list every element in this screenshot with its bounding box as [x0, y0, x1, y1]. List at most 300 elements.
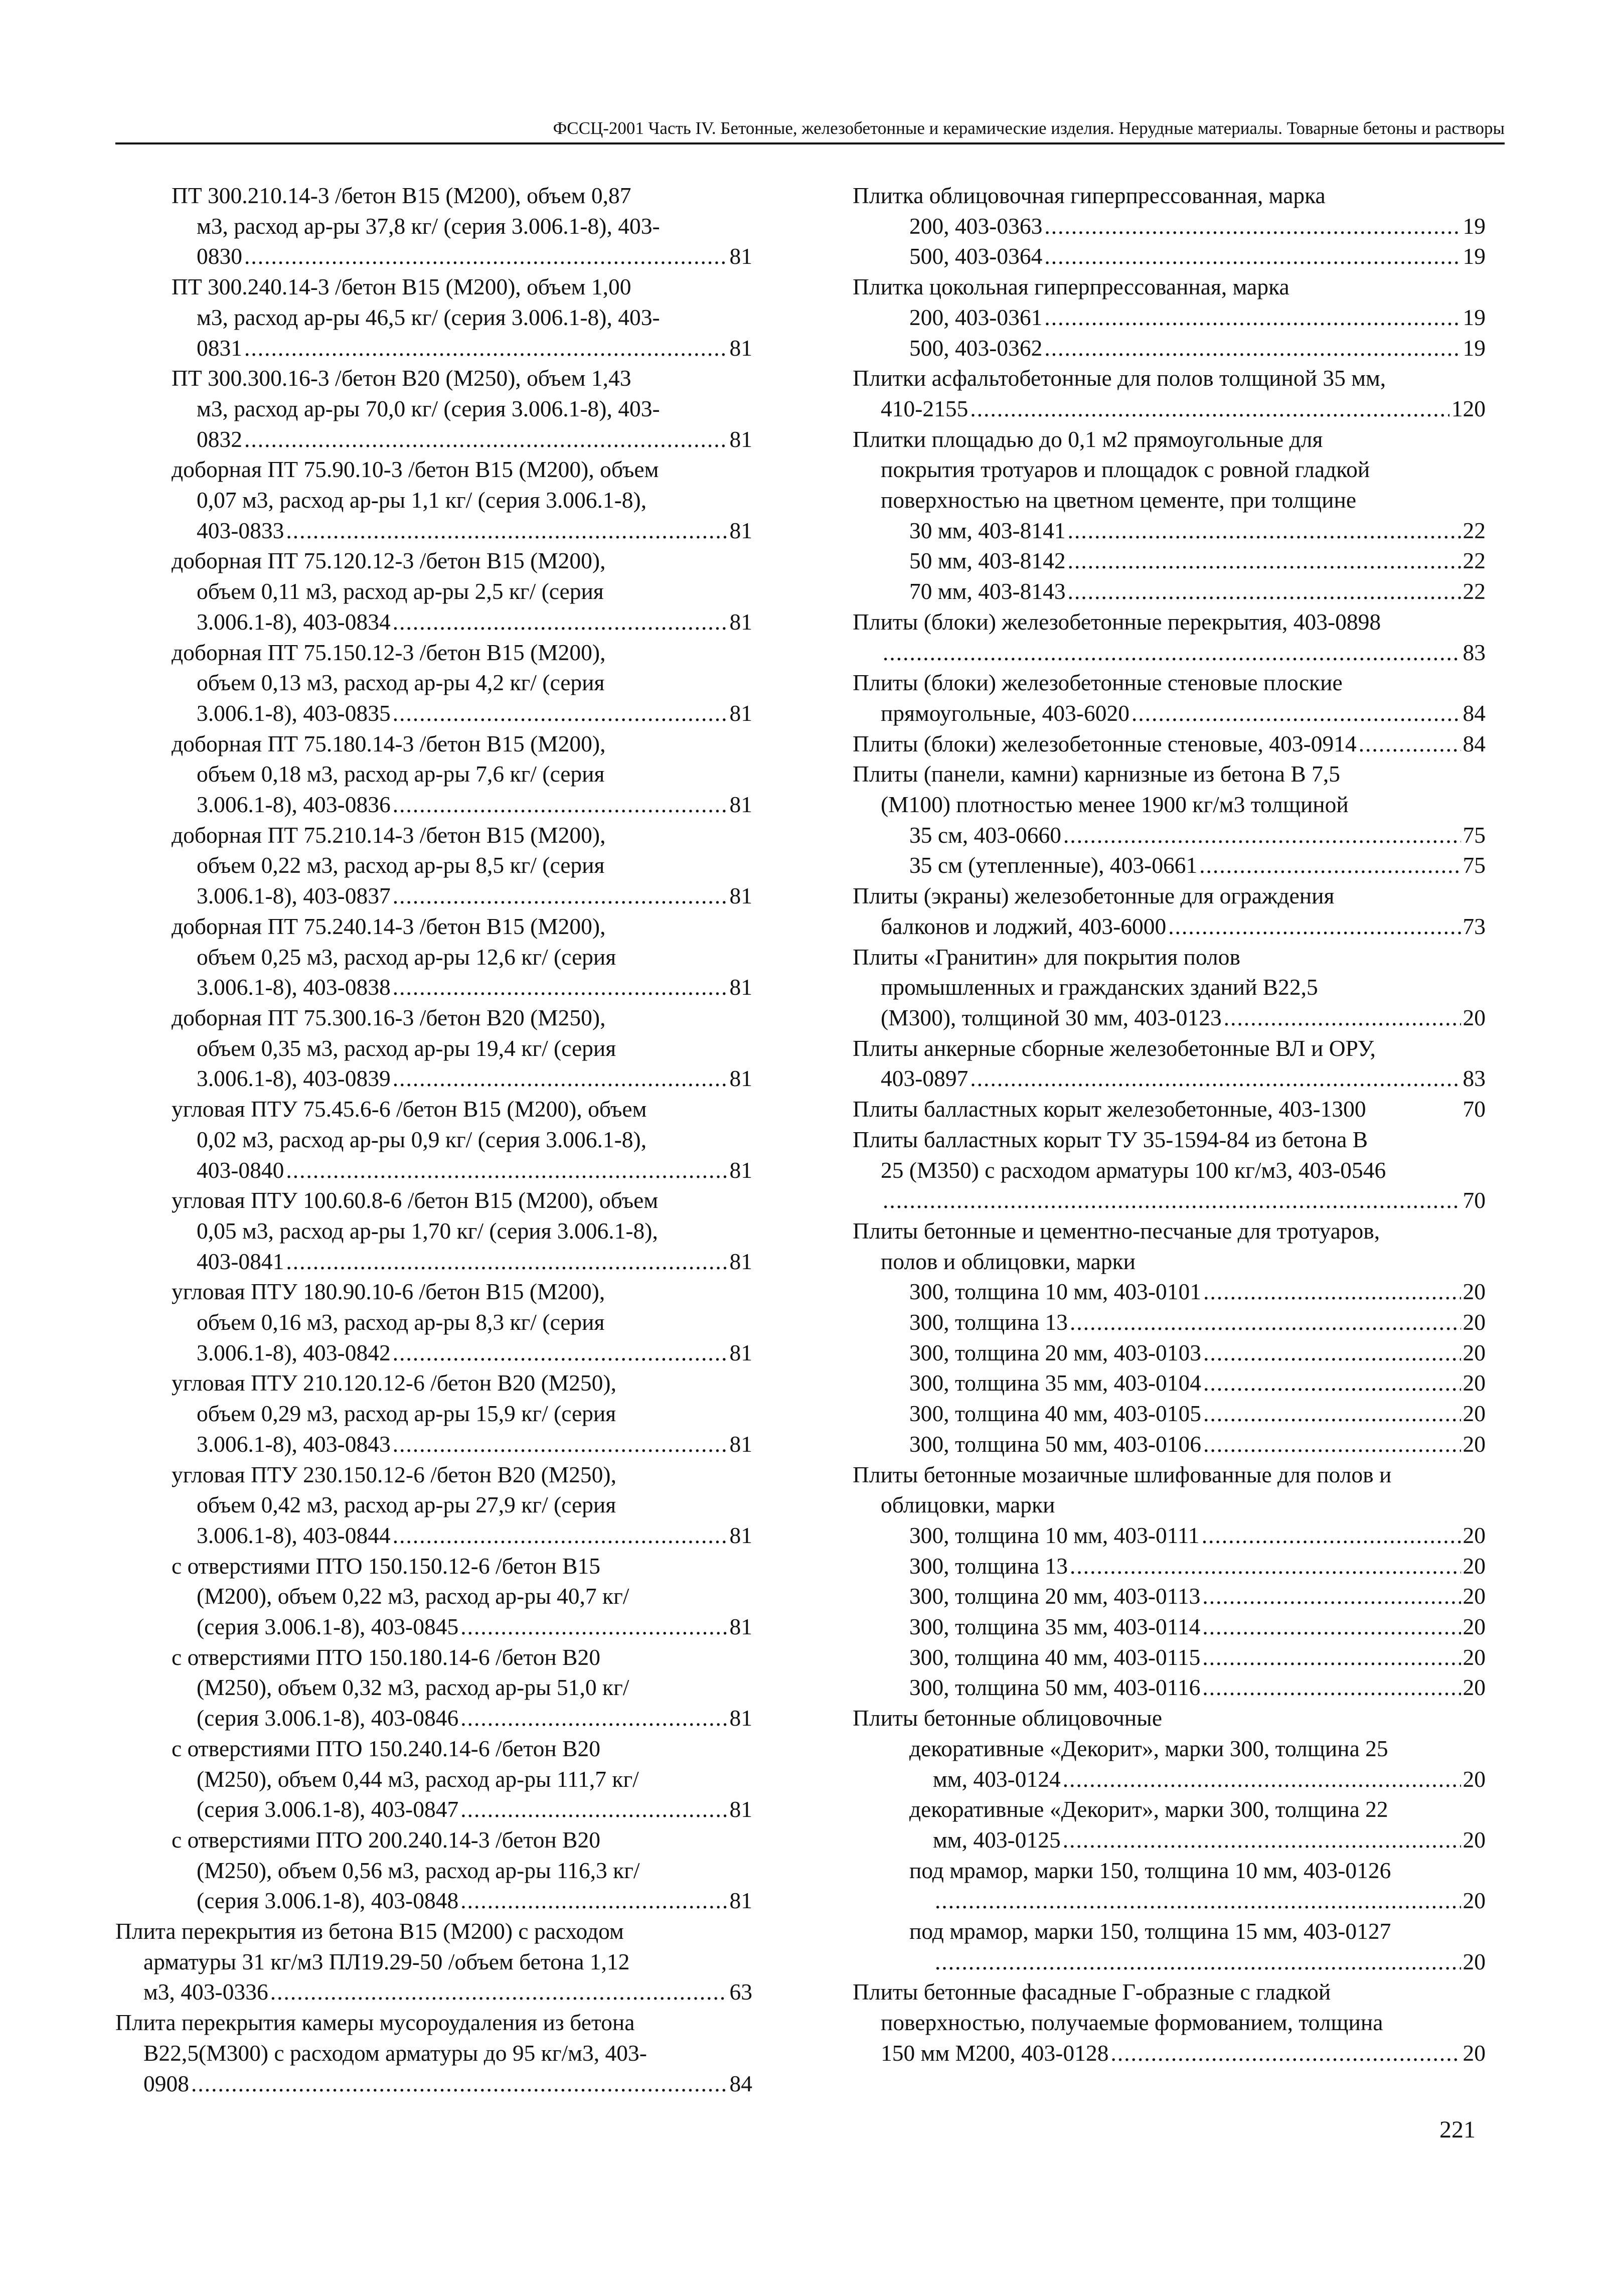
index-line: Плиты бетонные фасадные Г-образные с гладкой: [853, 1979, 1331, 2005]
entry-text: 70 мм, 403-8143: [909, 578, 1066, 604]
index-entry: [115, 363, 752, 454]
running-header: ФССЦ-2001 Часть IV. Бетонные, железобетонные и керамические изделия. Нерудные материалы. Товарные бетоны и растворы: [115, 118, 1505, 144]
entry-page: 81: [729, 1522, 752, 1548]
entry-text: 35 см (утепленные), 403-0661: [909, 852, 1198, 878]
entry-text: 3.006.1-8), 403-0835: [197, 700, 391, 726]
entry-text: 3.006.1-8), 403-0842: [197, 1339, 391, 1365]
dot-leader: [1110, 2038, 1461, 2069]
dot-leader: [393, 790, 728, 820]
index-line: декоративные «Декорит», марки 300, толщина 25: [909, 1735, 1388, 1761]
index-line-with-page: [115, 1338, 752, 1368]
entry-page: 20: [1463, 2040, 1486, 2066]
index-line: угловая ПТУ 230.150.12-6 /бетон В20 (М250),: [172, 1461, 616, 1487]
dot-leader: [1203, 1368, 1461, 1399]
index-line: угловая ПТУ 100.60.8-6 /бетон В15 (М200), объем: [172, 1187, 659, 1213]
dot-leader: [286, 1247, 727, 1277]
page-number: 221: [1439, 2116, 1476, 2143]
entry-page: 81: [729, 883, 752, 909]
dot-leader: [1203, 1399, 1461, 1429]
entry-text: (М300), толщиной 30 мм, 403-0123: [881, 1004, 1222, 1030]
index-line-with-page: [853, 1429, 1486, 1460]
entry-page: 83: [1463, 1065, 1486, 1092]
dot-leader: [1068, 576, 1461, 607]
index-line-with-page: [853, 211, 1486, 242]
entry-page: 20: [1463, 1614, 1486, 1640]
entry-page: 19: [1463, 213, 1486, 239]
index-line-with-page: [853, 1886, 1486, 1916]
entry-text: 403-0841: [197, 1248, 284, 1274]
entry-page: 81: [729, 1431, 752, 1457]
index-line: (М250), объем 0,32 м3, расход ар-ры 51,0 кг/: [197, 1674, 629, 1701]
dot-leader: [393, 972, 728, 1003]
entry-page: 81: [729, 974, 752, 1000]
dot-leader: [1203, 1429, 1461, 1460]
index-line-with-page: [115, 1794, 752, 1825]
dot-leader: [1070, 1307, 1461, 1338]
index-line-with-page: [115, 1247, 752, 1277]
entry-text: мм, 403-0124: [933, 1766, 1061, 1792]
dot-leader: [883, 638, 1461, 668]
entry-text: 0832: [197, 426, 242, 452]
entry-text: (серия 3.006.1-8), 403-0845: [197, 1614, 459, 1640]
index-column-right: [853, 181, 1486, 2069]
entry-page: 19: [1463, 243, 1486, 269]
dot-leader: [286, 516, 727, 546]
index-line: 0,02 м3, расход ар-ры 0,9 кг/ (серия 3.006.1-8),: [197, 1126, 647, 1152]
entry-text: 300, толщина 13: [909, 1309, 1068, 1335]
entry-text: 300, толщина 50 мм, 403-0106: [909, 1431, 1202, 1457]
index-line-with-page: [853, 1764, 1486, 1795]
entry-page: 20: [1463, 1401, 1486, 1427]
index-line-with-page: [115, 1977, 752, 2008]
entry-page: 75: [1463, 822, 1486, 848]
entry-page: 81: [729, 1888, 752, 1914]
index-entry: [115, 2008, 752, 2099]
index-line-with-page: [853, 1642, 1486, 1673]
dot-leader: [244, 424, 728, 455]
index-line: объем 0,25 м3, расход ар-ры 12,6 кг/ (серия: [197, 944, 616, 970]
dot-leader: [935, 1947, 1461, 1977]
entry-page: 19: [1463, 304, 1486, 330]
index-line: м3, расход ар-ры 37,8 кг/ (серия 3.006.1-8), 403-: [197, 213, 660, 239]
entry-text: мм, 403-0125: [933, 1826, 1061, 1853]
dot-leader: [1359, 729, 1461, 759]
entry-page: 81: [729, 1157, 752, 1183]
dot-leader: [1131, 698, 1461, 729]
entry-text: 300, толщина 40 мм, 403-0115: [909, 1644, 1201, 1670]
index-line-with-page: [853, 2038, 1486, 2069]
entry-text: Плиты балластных корыт железобетонные, 403-1300: [853, 1096, 1366, 1122]
index-line: угловая ПТУ 180.90.10-6 /бетон В15 (М200),: [172, 1279, 605, 1305]
index-entry: [115, 1185, 752, 1277]
index-line-with-page: [853, 1947, 1486, 1977]
index-line: доборная ПТ 75.210.14-3 /бетон В15 (М200),: [172, 822, 606, 848]
index-line-with-page: [115, 790, 752, 820]
index-line-with-page: [853, 241, 1486, 272]
index-entry: [115, 1825, 752, 1916]
index-line: Плиты балластных корыт ТУ 35-1594-84 из бетона В: [853, 1126, 1368, 1152]
entry-text: 300, толщина 13: [909, 1553, 1068, 1579]
entry-text: 35 см, 403-0660: [909, 822, 1062, 848]
entry-text: м3, 403-0336: [143, 1979, 268, 2005]
index-line-with-page: [853, 911, 1486, 942]
dot-leader: [935, 1886, 1461, 1916]
index-line-with-page: [115, 516, 752, 546]
dot-leader: [1199, 850, 1461, 881]
entry-page: 75: [1463, 852, 1486, 878]
dot-leader: [1044, 302, 1461, 333]
entry-page: 20: [1463, 1370, 1486, 1396]
index-line: доборная ПТ 75.150.12-3 /бетон В15 (М200),: [172, 639, 606, 665]
entry-page: 20: [1463, 1826, 1486, 1853]
entry-text: 200, 403-0363: [909, 213, 1043, 239]
index-line: Плита перекрытия из бетона В15 (М200) с расходом: [115, 1918, 624, 1944]
index-entry: [115, 1277, 752, 1368]
index-line: Плитка облицовочная гиперпрессованная, марка: [853, 183, 1326, 208]
index-line: доборная ПТ 75.300.16-3 /бетон В20 (М250),: [172, 1004, 606, 1030]
entry-page: 81: [729, 243, 752, 269]
index-line-with-page: [115, 881, 752, 911]
entry-page: 81: [729, 335, 752, 361]
index-line: (М200), объем 0,22 м3, расход ар-ры 40,7 кг/: [197, 1583, 629, 1609]
index-line-with-page: [853, 1185, 1486, 1216]
index-line: угловая ПТУ 210.120.12-6 /бетон В20 (М250),: [172, 1370, 616, 1396]
entry-page: 81: [729, 700, 752, 726]
entry-page: 120: [1451, 395, 1486, 421]
index-line: угловая ПТУ 75.45.6-6 /бетон В15 (М200), объем: [172, 1096, 647, 1122]
index-line-with-page: [853, 302, 1486, 333]
index-line: Плитки площадью до 0,1 м2 прямоугольные для: [853, 426, 1323, 452]
entry-page: 63: [729, 1979, 752, 2005]
index-entry: [115, 1094, 752, 1185]
entry-page: 22: [1463, 578, 1486, 604]
index-line: Плитки асфальтобетонные для полов толщиной 35 мм,: [853, 365, 1386, 391]
dot-leader: [1063, 1764, 1461, 1795]
index-line: объем 0,16 м3, расход ар-ры 8,3 кг/ (серия: [197, 1309, 605, 1335]
entry-text: прямоугольные, 403-6020: [881, 700, 1129, 726]
index-line-with-page: [853, 1338, 1486, 1368]
index-entry: [115, 454, 752, 546]
index-line: арматуры 31 кг/м3 ПЛ19.29-50 /объем бетона 1,12: [143, 1948, 630, 1974]
entry-text: 403-0833: [197, 517, 284, 543]
entry-text: 3.006.1-8), 403-0834: [197, 608, 391, 635]
index-line: Плиты бетонные и цементно-песчаные для тротуаров,: [853, 1217, 1380, 1244]
entry-page: 22: [1463, 548, 1486, 574]
index-line-with-page: [853, 1003, 1486, 1033]
dot-leader: [1070, 1551, 1461, 1582]
dot-leader: [1168, 911, 1461, 942]
index-entry: [115, 1734, 752, 1825]
dot-leader: [970, 1063, 1461, 1094]
entry-page: 84: [729, 2070, 752, 2096]
entry-page: 19: [1463, 335, 1486, 361]
dot-leader: [460, 1612, 727, 1642]
dot-leader: [1044, 241, 1461, 272]
index-entry: [115, 272, 752, 363]
index-entry: [115, 1916, 752, 2008]
index-line-with-page: [853, 394, 1486, 424]
index-line: м3, расход ар-ры 70,0 кг/ (серия 3.006.1-8), 403-: [197, 395, 660, 421]
dot-leader: [244, 333, 728, 364]
index-line: промышленных и гражданских зданий В22,5: [881, 974, 1318, 1000]
index-entry: [115, 911, 752, 1003]
entry-text: балконов и лоджий, 403-6000: [881, 913, 1167, 939]
dot-leader: [191, 2069, 728, 2099]
index-line: Плиты анкерные сборные железобетонные ВЛ и ОРУ,: [853, 1035, 1376, 1061]
dot-leader: [1044, 333, 1461, 364]
index-line: 0,05 м3, расход ар-ры 1,70 кг/ (серия 3.006.1-8),: [197, 1217, 658, 1244]
entry-page: 73: [1463, 913, 1486, 939]
dot-leader: [460, 1703, 727, 1734]
index-line-with-page: [115, 607, 752, 638]
entry-text: 50 мм, 403-8142: [909, 548, 1066, 574]
index-line: Плитка цокольная гиперпрессованная, марка: [853, 274, 1289, 300]
entry-text: 300, толщина 35 мм, 403-0104: [909, 1370, 1202, 1396]
index-line: объем 0,11 м3, расход ар-ры 2,5 кг/ (серия: [197, 578, 604, 604]
entry-page: 20: [1463, 1279, 1486, 1305]
index-line-with-page: [853, 638, 1486, 668]
entry-text: 403-0840: [197, 1157, 284, 1183]
index-line: облицовки, марки: [881, 1492, 1055, 1518]
entry-text: 0830: [197, 243, 242, 269]
index-line-with-page: [115, 2069, 752, 2099]
index-line-with-page: [853, 1551, 1486, 1582]
index-line: поверхностью, получаемые формованием, толщина: [881, 2010, 1383, 2036]
entry-text: 30 мм, 403-8141: [909, 517, 1066, 543]
index-line: объем 0,42 м3, расход ар-ры 27,9 кг/ (серия: [197, 1492, 616, 1518]
index-entry: [115, 638, 752, 729]
entry-page: 81: [729, 1614, 752, 1640]
entry-page: 81: [729, 517, 752, 543]
dot-leader: [244, 241, 728, 272]
index-line: поверхностью на цветном цементе, при толщине: [881, 487, 1357, 513]
index-line: доборная ПТ 75.180.14-3 /бетон В15 (М200),: [172, 730, 606, 756]
index-line: В22,5(М300) с расходом арматуры до 95 кг/м3, 403-: [143, 2040, 647, 2066]
entry-page: 20: [1463, 1888, 1486, 1914]
entry-text: 3.006.1-8), 403-0844: [197, 1522, 391, 1548]
entry-page: 81: [729, 1796, 752, 1822]
dot-leader: [393, 607, 728, 638]
dot-leader: [1068, 546, 1461, 576]
index-entry: [115, 820, 752, 911]
index-line: м3, расход ар-ры 46,5 кг/ (серия 3.006.1-8), 403-: [197, 304, 660, 330]
index-line: Плиты (панели, камни) карнизные из бетона В 7,5: [853, 761, 1340, 787]
dot-leader: [883, 1185, 1461, 1216]
dot-leader: [460, 1794, 727, 1825]
entry-text: 300, толщина 50 мм, 403-0116: [909, 1674, 1201, 1701]
index-line-with-page: [115, 1155, 752, 1186]
index-entry: [115, 1551, 752, 1642]
index-line: 25 (М350) с расходом арматуры 100 кг/м3, 403-0546: [881, 1157, 1386, 1183]
dot-leader: [1203, 1277, 1461, 1307]
entry-page: 70: [1463, 1096, 1486, 1122]
index-line: Плиты (экраны) железобетонные для ограждения: [853, 883, 1335, 909]
index-line: Плиты (блоки) железобетонные перекрытия, 403-0898: [853, 608, 1381, 635]
entry-page: 81: [729, 792, 752, 818]
entry-text: 3.006.1-8), 403-0837: [197, 883, 391, 909]
entry-page: 20: [1463, 1431, 1486, 1457]
index-line: с отверстиями ПТО 200.240.14-3 /бетон В20: [172, 1826, 600, 1853]
index-line: с отверстиями ПТО 150.180.14-6 /бетон В20: [172, 1644, 600, 1670]
index-line: (М100) плотностью менее 1900 кг/м3 толщиной: [881, 792, 1349, 818]
index-line-with-page: [853, 850, 1486, 881]
entry-text: (серия 3.006.1-8), 403-0847: [197, 1796, 459, 1822]
index-line: Плита перекрытия камеры мусороудаления из бетона: [115, 2010, 635, 2036]
entry-text: 403-0897: [881, 1065, 968, 1092]
index-line-with-page: [853, 576, 1486, 607]
index-line: объем 0,22 м3, расход ар-ры 8,5 кг/ (серия: [197, 852, 605, 878]
entry-page: 81: [729, 1248, 752, 1274]
entry-page: 20: [1463, 1948, 1486, 1974]
entry-page: 20: [1463, 1674, 1486, 1701]
index-line-with-page: [115, 1886, 752, 1916]
index-line-with-page: [853, 1672, 1486, 1703]
index-entry: [115, 1003, 752, 1094]
dot-leader: [393, 1429, 728, 1460]
index-line: (М250), объем 0,44 м3, расход ар-ры 111,7 кг/: [197, 1766, 639, 1792]
index-line-with-page: [115, 1703, 752, 1734]
index-line: доборная ПТ 75.90.10-3 /бетон В15 (М200), объем: [172, 456, 659, 483]
entry-page: 20: [1463, 1583, 1486, 1609]
index-line-with-page: [853, 516, 1486, 546]
dot-leader: [1044, 211, 1461, 242]
index-line: объем 0,29 м3, расход ар-ры 15,9 кг/ (серия: [197, 1401, 616, 1427]
index-line-with-page: [115, 1520, 752, 1551]
index-entry: [115, 1460, 752, 1551]
dot-leader: [393, 881, 728, 911]
index-line: доборная ПТ 75.240.14-3 /бетон В15 (М200),: [172, 913, 606, 939]
index-line-with-page: [853, 1277, 1486, 1307]
entry-text: 3.006.1-8), 403-0839: [197, 1065, 391, 1092]
entry-page: 81: [729, 426, 752, 452]
index-line: 0,07 м3, расход ар-ры 1,1 кг/ (серия 3.006.1-8),: [197, 487, 647, 513]
index-line: с отверстиями ПТО 150.150.12-6 /бетон В15: [172, 1553, 600, 1579]
index-line-with-page: [853, 333, 1486, 364]
index-column-left: [115, 181, 752, 2099]
index-line-with-page: [853, 729, 1486, 759]
index-entry: [115, 546, 752, 637]
entry-page: 81: [729, 1705, 752, 1731]
entry-page: 22: [1463, 517, 1486, 543]
entry-page: 20: [1463, 1553, 1486, 1579]
dot-leader: [1202, 1612, 1461, 1642]
entry-text: (серия 3.006.1-8), 403-0846: [197, 1705, 459, 1731]
dot-leader: [1202, 1642, 1461, 1673]
entry-text: 500, 403-0362: [909, 335, 1043, 361]
index-line-with-page: [853, 1094, 1486, 1125]
entry-text: 0908: [143, 2070, 189, 2096]
dot-leader: [393, 1063, 728, 1094]
dot-leader: [393, 698, 728, 729]
index-line: под мрамор, марки 150, толщина 15 мм, 403-0127: [909, 1918, 1391, 1944]
index-entry: [115, 1368, 752, 1459]
index-line: под мрамор, марки 150, толщина 10 мм, 403-0126: [909, 1857, 1391, 1883]
dot-leader: [393, 1338, 728, 1368]
entry-text: 300, толщина 40 мм, 403-0105: [909, 1401, 1202, 1427]
index-line-with-page: [853, 1399, 1486, 1429]
index-line-with-page: [115, 241, 752, 272]
entry-text: 300, толщина 35 мм, 403-0114: [909, 1614, 1201, 1640]
index-line-with-page: [853, 1307, 1486, 1338]
entry-text: 500, 403-0364: [909, 243, 1043, 269]
entry-page: 70: [1463, 1187, 1486, 1213]
index-line: Плиты бетонные мозаичные шлифованные для полов и: [853, 1461, 1392, 1487]
entry-page: 83: [1463, 639, 1486, 665]
entry-page: 84: [1463, 700, 1486, 726]
index-line: объем 0,13 м3, расход ар-ры 4,2 кг/ (серия: [197, 670, 605, 696]
dot-leader: [393, 1520, 728, 1551]
index-line-with-page: [853, 1612, 1486, 1642]
entry-text: 200, 403-0361: [909, 304, 1043, 330]
dot-leader: [1068, 516, 1461, 546]
index-line-with-page: [115, 333, 752, 364]
index-line-with-page: [115, 972, 752, 1003]
entry-page: 20: [1463, 1004, 1486, 1030]
entry-page: 20: [1463, 1766, 1486, 1792]
entry-text: 0831: [197, 335, 242, 361]
entry-text: 300, толщина 20 мм, 403-0113: [909, 1583, 1201, 1609]
index-line-with-page: [853, 1520, 1486, 1551]
dot-leader: [1063, 820, 1461, 851]
index-line: Плиты «Гранитин» для покрытия полов: [853, 944, 1240, 970]
entry-text: 3.006.1-8), 403-0836: [197, 792, 391, 818]
entry-page: 20: [1463, 1522, 1486, 1548]
entry-text: 410-2155: [881, 395, 968, 421]
index-line: доборная ПТ 75.120.12-3 /бетон В15 (М200),: [172, 548, 606, 574]
index-entry: [115, 729, 752, 820]
index-line-with-page: [853, 698, 1486, 729]
index-line: объем 0,35 м3, расход ар-ры 19,4 кг/ (серия: [197, 1035, 616, 1061]
entry-text: (серия 3.006.1-8), 403-0848: [197, 1888, 459, 1914]
entry-text: 300, толщина 20 мм, 403-0103: [909, 1339, 1202, 1365]
entry-text: 300, толщина 10 мм, 403-0111: [909, 1522, 1200, 1548]
entry-text: 300, толщина 10 мм, 403-0101: [909, 1279, 1202, 1305]
index-line-with-page: [853, 1368, 1486, 1399]
dot-leader: [270, 1977, 728, 2008]
index-line: полов и облицовки, марки: [881, 1248, 1136, 1274]
dot-leader: [1203, 1338, 1461, 1368]
entry-page: 81: [729, 608, 752, 635]
entry-page: 84: [1463, 730, 1486, 756]
entry-page: 20: [1463, 1309, 1486, 1335]
index-line-with-page: [115, 1063, 752, 1094]
index-line: ПТ 300.210.14-3 /бетон В15 (М200), объем 0,87: [172, 183, 631, 208]
index-line: покрытия тротуаров и площадок с ровной гладкой: [881, 456, 1370, 483]
index-line-with-page: [115, 1429, 752, 1460]
entry-text: Плиты (блоки) железобетонные стеновые, 403-0914: [853, 730, 1357, 756]
index-line-with-page: [853, 820, 1486, 851]
index-entry: [115, 181, 752, 272]
index-line: (М250), объем 0,56 м3, расход ар-ры 116,3 кг/: [197, 1857, 640, 1883]
index-line: объем 0,18 м3, расход ар-ры 7,6 кг/ (серия: [197, 761, 605, 787]
index-line-with-page: [115, 698, 752, 729]
dot-leader: [460, 1886, 727, 1916]
dot-leader: [1202, 1672, 1461, 1703]
index-line: ПТ 300.300.16-3 /бетон В20 (М250), объем 1,43: [172, 365, 631, 391]
index-line-with-page: [115, 424, 752, 455]
entry-text: 3.006.1-8), 403-0838: [197, 974, 391, 1000]
dot-leader: [970, 394, 1449, 424]
index-line: ПТ 300.240.14-3 /бетон В15 (М200), объем 1,00: [172, 274, 631, 300]
index-line-with-page: [853, 1063, 1486, 1094]
entry-page: 81: [729, 1339, 752, 1365]
index-line-with-page: [853, 1825, 1486, 1856]
dot-leader: [1063, 1825, 1461, 1856]
index-line: декоративные «Декорит», марки 300, толщина 22: [909, 1796, 1388, 1822]
index-entry: [115, 1642, 752, 1734]
index-line-with-page: [115, 1612, 752, 1642]
index-line: Плиты (блоки) железобетонные стеновые плоские: [853, 670, 1343, 696]
